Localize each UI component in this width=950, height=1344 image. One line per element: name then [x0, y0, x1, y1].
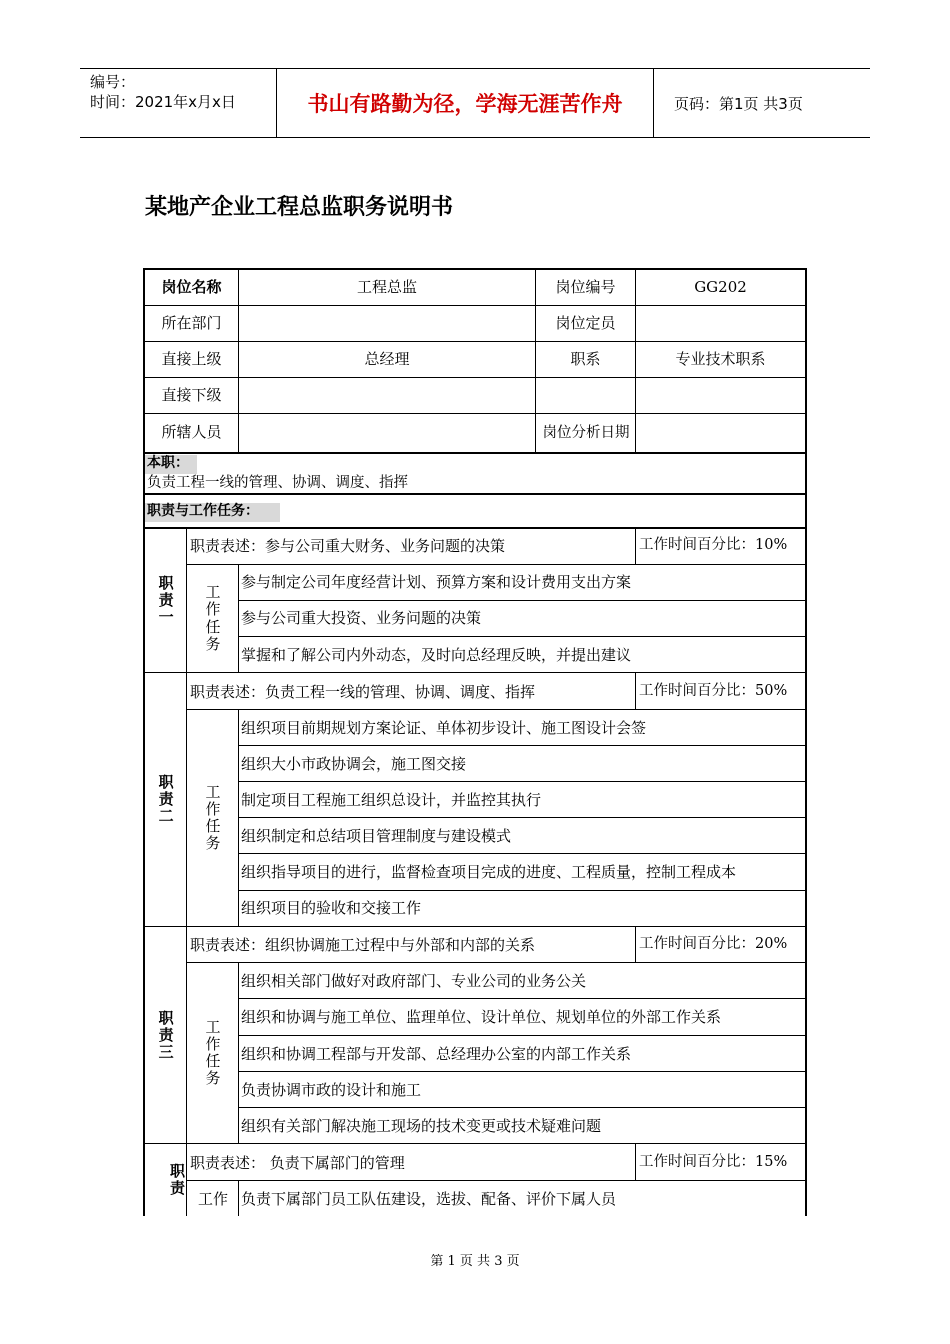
duty-2-description: 职责表述：负责工程一线的管理、协调、调度、指挥	[190, 683, 536, 701]
duty-2-task-5: 组织指导项目的进行，监督检查项目完成的进度、工程质量，控制工程成本	[241, 863, 737, 881]
label-position-name: 岗位名称	[161, 277, 222, 296]
duty-2-task-label: 工作任务	[205, 782, 221, 853]
value-position-code: GG202	[694, 277, 747, 296]
duty-2-task-2: 组织大小市政协调会，施工图交接	[241, 755, 467, 773]
value-empty	[636, 378, 805, 413]
label-analysis-date: 岗位分析日期	[542, 424, 630, 441]
duty-1-task-3: 掌握和了解公司内外动态，及时向总经理反映，并提出建议	[241, 646, 632, 664]
label-department: 所在部门	[161, 313, 222, 332]
duty-3-task-1: 组织相关部门做好对政府部门、专业公司的业务公关	[241, 972, 587, 990]
basic-duty-label: 本职：	[147, 455, 189, 471]
duty-1-task-1: 参与制定公司年度经营计划、预算方案和设计费用支出方案	[241, 573, 632, 591]
label-headcount: 岗位定员	[555, 313, 616, 332]
duty-1-task-2: 参与公司重大投资、业务问题的决策	[241, 609, 482, 627]
label-job-family: 职系	[570, 349, 601, 368]
duty-3-time-percent: 工作时间百分比：20%	[639, 936, 788, 952]
duty-3-task-2: 组织和协调与施工单位、监理单位、设计单位、规划单位的外部工作关系	[241, 1008, 722, 1026]
value-department	[239, 306, 535, 341]
value-managed-staff	[239, 414, 535, 452]
value-superior: 总经理	[364, 349, 410, 368]
duty-4-description: 职责表述： 负责下属部门的管理	[190, 1154, 405, 1172]
duty-3-task-5: 组织有关部门解决施工现场的技术变更或技术疑难问题	[241, 1117, 602, 1135]
duty-4-time-percent: 工作时间百分比：15%	[639, 1154, 788, 1170]
value-analysis-date	[636, 414, 805, 452]
duty-2-time-percent: 工作时间百分比：50%	[639, 683, 788, 699]
label-position-code: 岗位编号	[555, 277, 616, 296]
document-time: 时间：2021年x月x日	[90, 93, 236, 111]
duty-2-task-1: 组织项目前期规划方案论证、单体初步设计、施工图设计会签	[241, 719, 647, 737]
value-position-name: 工程总监	[356, 277, 417, 296]
duty-1-task-label: 工作任务	[205, 583, 221, 653]
duty-3-label: 职责三	[156, 1009, 175, 1061]
document-number-label: 编号：	[90, 73, 136, 91]
header-page-info	[664, 69, 870, 137]
value-headcount	[636, 306, 805, 341]
header-meta	[80, 69, 277, 137]
duty-3-description: 职责表述：组织协调施工过程中与外部和内部的关系	[190, 936, 536, 954]
duty-2-task-3: 制定项目工程施工组织总设计，并监控其执行	[241, 791, 542, 809]
page-info-text: 页码：第1页 共3页	[674, 94, 803, 113]
value-subordinate	[239, 378, 535, 413]
duty-4-label: 职责	[168, 1163, 186, 1197]
label-superior: 直接上级	[161, 349, 222, 368]
value-job-family: 专业技术职系	[675, 349, 766, 368]
duties-header: 职责与工作任务：	[147, 503, 259, 519]
duty-2-task-6: 组织项目的验收和交接工作	[241, 899, 422, 917]
duty-1-time-percent: 工作时间百分比：10%	[639, 537, 788, 553]
page-footer: 第 1 页 共 3 页	[430, 1254, 520, 1269]
label-subordinate: 直接下级	[161, 385, 222, 404]
duty-2-task-4: 组织制定和总结项目管理制度与建设模式	[241, 827, 512, 845]
duty-1-label: 职责一	[156, 574, 175, 626]
page-header	[80, 68, 870, 138]
duty-3-task-label: 工作任务	[205, 1017, 221, 1088]
duty-3-task-4: 负责协调市政的设计和施工	[241, 1081, 422, 1099]
duty-1-description: 职责表述：参与公司重大财务、业务问题的决策	[190, 537, 506, 555]
duty-4-task-label: 工作	[198, 1190, 229, 1208]
duty-4-task-1: 负责下属部门员工队伍建设，选拔、配备、评价下属人员	[241, 1190, 617, 1208]
duty-2-label: 职责二	[156, 774, 175, 825]
basic-duty-text: 负责工程一线的管理、协调、调度、指挥	[147, 475, 408, 491]
duty-3-task-3: 组织和协调工程部与开发部、总经理办公室的内部工作关系	[241, 1045, 632, 1063]
label-empty	[536, 378, 635, 413]
document-title: 某地产企业工程总监职务说明书	[145, 195, 454, 220]
header-motto: 书山有路勤为径，学海无涯苦作舟	[277, 69, 654, 137]
label-managed-staff: 所辖人员	[161, 423, 222, 442]
